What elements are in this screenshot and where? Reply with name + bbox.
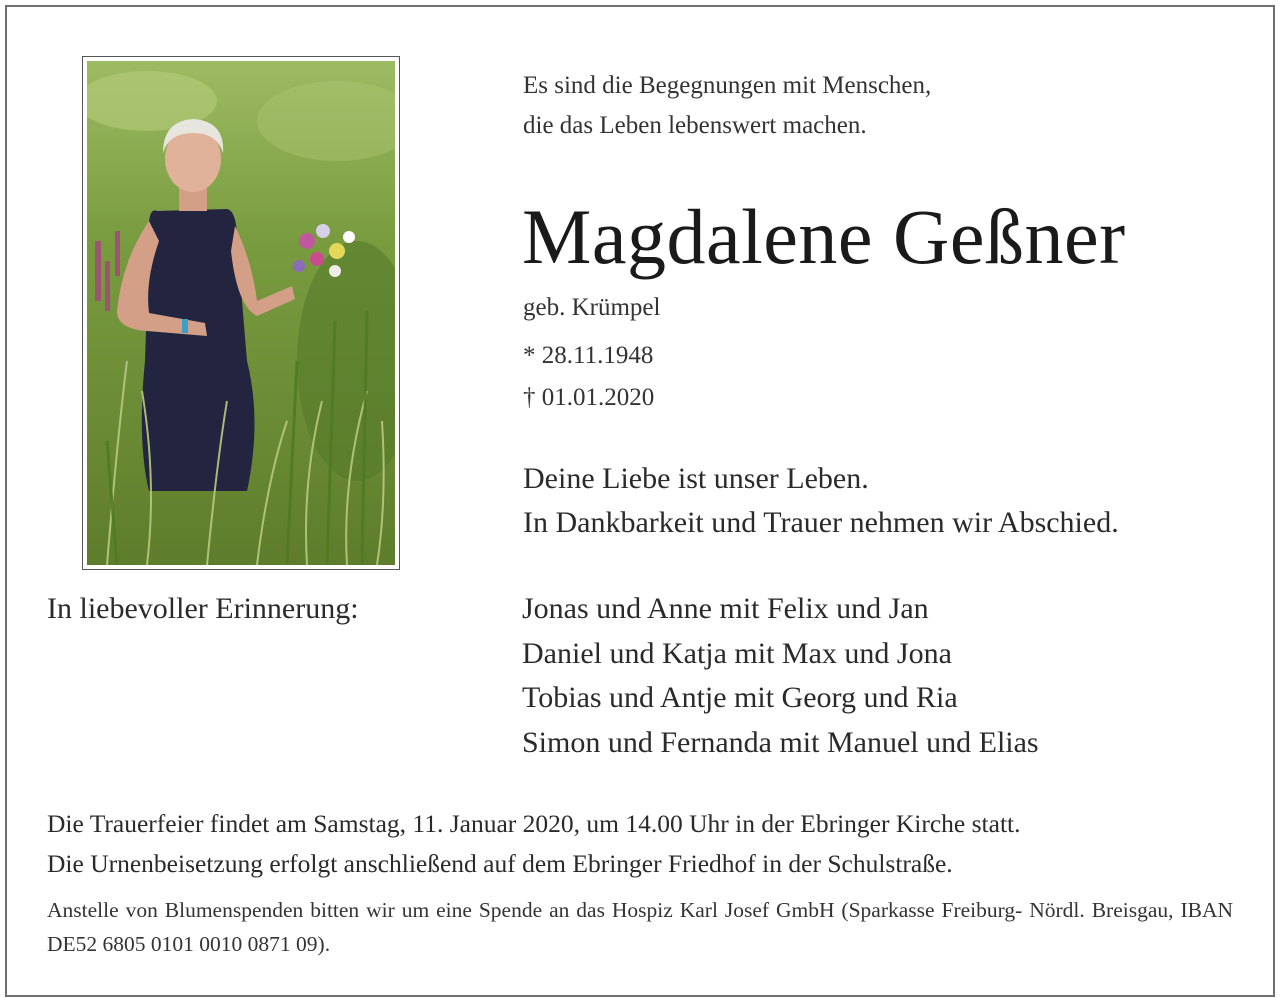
portrait-photo [87,61,395,565]
mourner-family: Tobias und Antje mit Georg und Ria [522,681,958,714]
birth-date: * 28.11.1948 [523,342,654,369]
donation-note: Anstelle von Blumenspenden bitten wir um eine Spende an das Hospiz Karl Josef GmbH (Sparkasse Freiburg- Nördl. Breisgau, IBAN DE52 6805 0101 0010 0871 09). [47,898,1233,956]
maiden-name: geb. Krümpel [523,294,661,321]
service-line-2: Die Urnenbeisetzung erfolgt anschließend auf dem Ebringer Friedhof in der Schulstraße. [47,849,953,878]
quote-line-2: die das Leben lebenswert machen. [523,112,867,139]
mourners-label: In liebevoller Erinnerung: [47,592,359,625]
mourner-family: Jonas und Anne mit Felix und Jan [522,592,929,625]
deceased-name: Magdalene Geßner [522,193,1126,280]
mourner-family: Simon und Fernanda mit Manuel und Elias [522,726,1039,759]
mourner-family: Daniel und Katja mit Max und Jona [522,637,952,670]
portrait-photo-frame [82,56,400,570]
quote-line-1: Es sind die Begegnungen mit Menschen, [523,72,932,99]
message-line-2: In Dankbarkeit und Trauer nehmen wir Abschied. [523,506,1119,539]
death-date: † 01.01.2020 [523,384,655,411]
portrait-photo-illustration [87,61,395,565]
message-line-1: Deine Liebe ist unser Leben. [523,462,869,495]
service-line-1: Die Trauerfeier findet am Samstag, 11. Januar 2020, um 14.00 Uhr in der Ebringer Kirche statt. [47,809,1021,838]
